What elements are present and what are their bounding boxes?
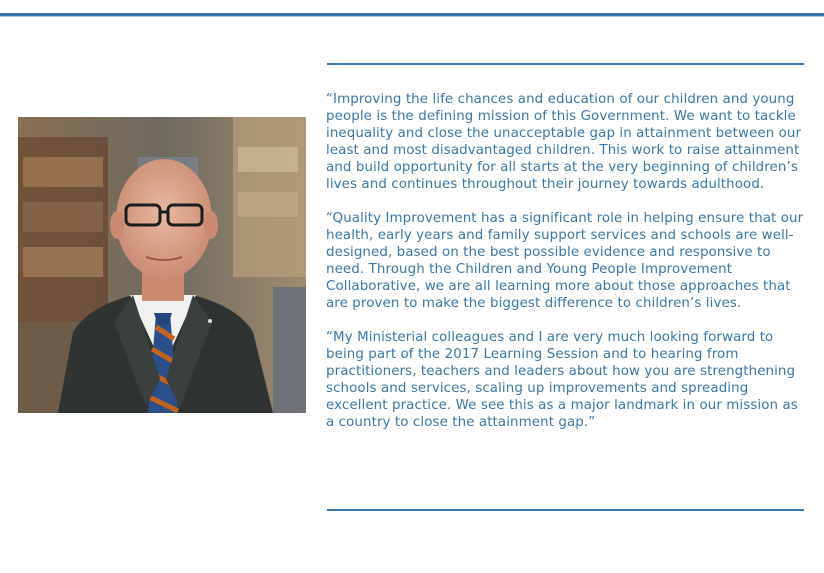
- quote-top-rule: [327, 63, 804, 65]
- quote-paragraph-1: “Improving the life chances and education of our children and young people is the defining mission of this Government. We want to tackle inequality and close the unacceptable gap in attainment between our least and most disadvantaged children. This work to raise attainment and build opportunity for all starts at the very beginning of children’s lives and continues throughout their journey towards adulthood.: [326, 92, 802, 192]
- quote-block: [326, 91, 804, 448]
- quote-bottom-rule: [327, 509, 804, 511]
- quote-paragraph-2: “Quality Improvement has a significant role in helping ensure that our health, early years and family support services and schools are well-designed, based on the best possible evidence and responsive to need. Through the Children and Young People Improvement Collaborative, we are all learning more about those approaches that are proven to make the biggest difference to children’s lives.: [326, 211, 804, 311]
- portrait-photo: [18, 117, 306, 413]
- quote-paragraph-3: “My Ministerial colleagues and I are very much looking forward to being part of the 2017 Learning Session and to hearing from practitioners, teachers and leaders about how you are strengthening schools and services, scaling up improvements and spreading excellent practice. We see this as a major landmark in our mission as a country to close the attainment gap.”: [326, 330, 798, 430]
- header-rule-shadow: [0, 16, 824, 17]
